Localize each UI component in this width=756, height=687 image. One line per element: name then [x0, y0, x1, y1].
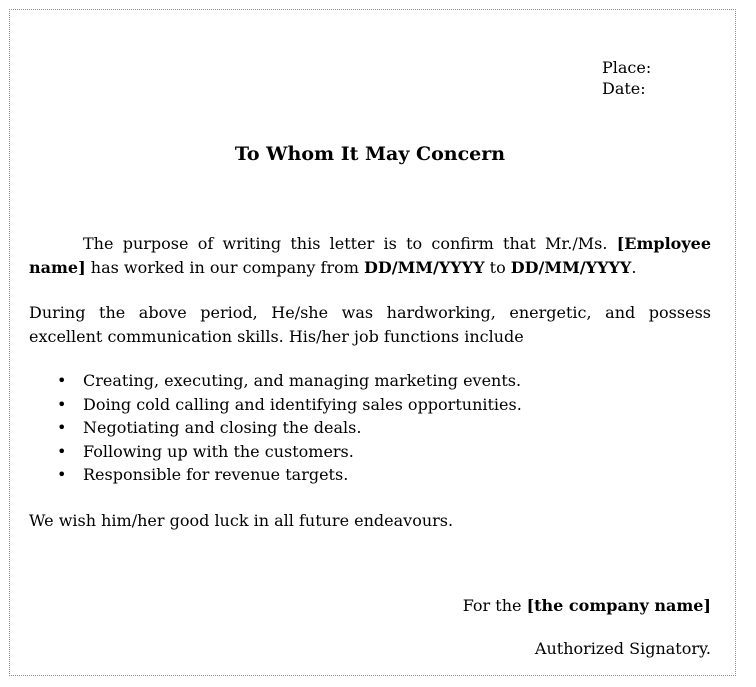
intro-end: . [631, 258, 637, 277]
employee-name-placeholder: [Employee name] [29, 234, 711, 277]
intro-paragraph [29, 232, 711, 280]
to-word: to [484, 258, 511, 277]
date-label: Date: [602, 79, 646, 98]
to-date: DD/MM/YYYY [510, 258, 632, 277]
letter-title: To Whom It May Concern [234, 143, 506, 165]
list-item: • Negotiating and closing the deals. [83, 416, 522, 440]
from-date: DD/MM/YYYY [364, 258, 485, 277]
intro-middle: has worked in our company from [85, 258, 364, 277]
list-item: • Creating, executing, and managing marketing events. [83, 369, 522, 393]
list-item: • Doing cold calling and identifying sales opportunities. [83, 393, 522, 417]
for-the-label: For the [462, 596, 527, 615]
intro-lead: The purpose of writing this letter is to confirm that Mr./Ms. [83, 234, 617, 253]
closing-paragraph: We wish him/her good luck in all future endeavours. [29, 511, 454, 530]
place-date-block [602, 57, 651, 99]
company-name-placeholder: [the company name] [526, 596, 711, 615]
list-item: • Responsible for revenue targets. [83, 463, 522, 487]
list-item: • Following up with the customers. [83, 440, 522, 464]
job-functions-list [83, 369, 522, 487]
authorized-signatory: Authorized Signatory. [534, 639, 711, 658]
company-signoff [463, 596, 711, 615]
place-label: Place: [602, 58, 652, 77]
duties-intro-paragraph: During the above period, He/she was hardworking, energetic, and possess excellent communication skills. His/her job functions include [29, 303, 711, 346]
